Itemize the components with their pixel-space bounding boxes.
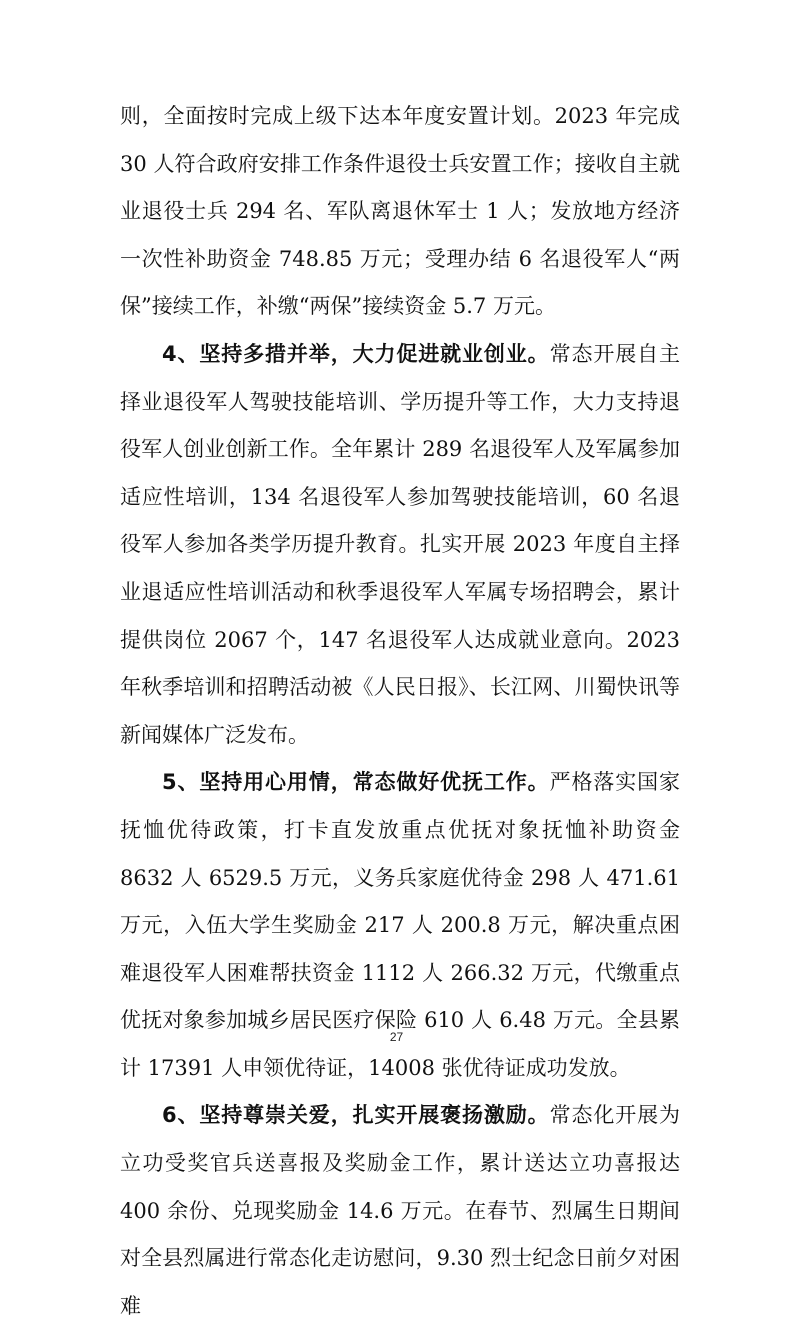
- body-text: [120, 93, 680, 1330]
- paragraph-text: 常态化开展为立功受奖官兵送喜报及奖励金工作，累计送达立功喜报达 400 余份、兑现奖励金 14.6 万元。在春节、烈属生日期间对全县烈属进行常态化走访慰问，9.30 烈士纪念日前夕对困难: [120, 1103, 680, 1318]
- paragraph-text: 严格落实国家抚恤优待政策，打卡直发放重点优抚对象抚恤补助资金 8632 人 6529.5 万元，义务兵家庭优待金 298 人 471.61 万元，入伍大学生奖励金 217 人 200.8 万元，解决重点困难退役军人困难帮扶资金 1112 人 266.32 万元，代缴重点优抚对象参加城乡居民医疗保险 610 人 6.48 万元。全县累计 17391 人申领优待证，14008 张优待证成功发放。: [120, 770, 680, 1080]
- paragraph-honors: [120, 1092, 680, 1330]
- paragraph-employment: [120, 331, 680, 759]
- paragraph-heading: 6、坚持尊崇关爱，扎实开展褒扬激励。: [162, 1103, 550, 1128]
- paragraph-heading: 5、坚持用心用情，常态做好优抚工作。: [162, 770, 550, 795]
- page-number: 27: [389, 1030, 404, 1044]
- paragraph-text: 则，全面按时完成上级下达本年度安置计划。2023 年完成 30 人符合政府安排工作条件退役士兵安置工作；接收自主就业退役士兵 294 名、军队离退休军士 1 人；发放地方经济一次性补助资金 748.85 万元；受理办结 6 名退役军人“两保”接续工作，补缴“两保”接续资金 5.7 万元。: [120, 104, 680, 319]
- paragraph-continuation: [120, 93, 680, 331]
- paragraph-text: 常态开展自主择业退役军人驾驶技能培训、学历提升等工作，大力支持退役军人创业创新工作。全年累计 289 名退役军人及军属参加适应性培训，134 名退役军人参加驾驶技能培训，60 名退役军人参加各类学历提升教育。扎实开展 2023 年度自主择业退适应性培训活动和秋季退役军人军属专场招聘会，累计提供岗位 2067 个，147 名退役军人达成就业意向。2023 年秋季培训和招聘活动被《人民日报》、长江网、川蜀快讯等新闻媒体广泛发布。: [120, 341, 680, 747]
- paragraph-heading: 4、坚持多措并举，大力促进就业创业。: [162, 341, 550, 366]
